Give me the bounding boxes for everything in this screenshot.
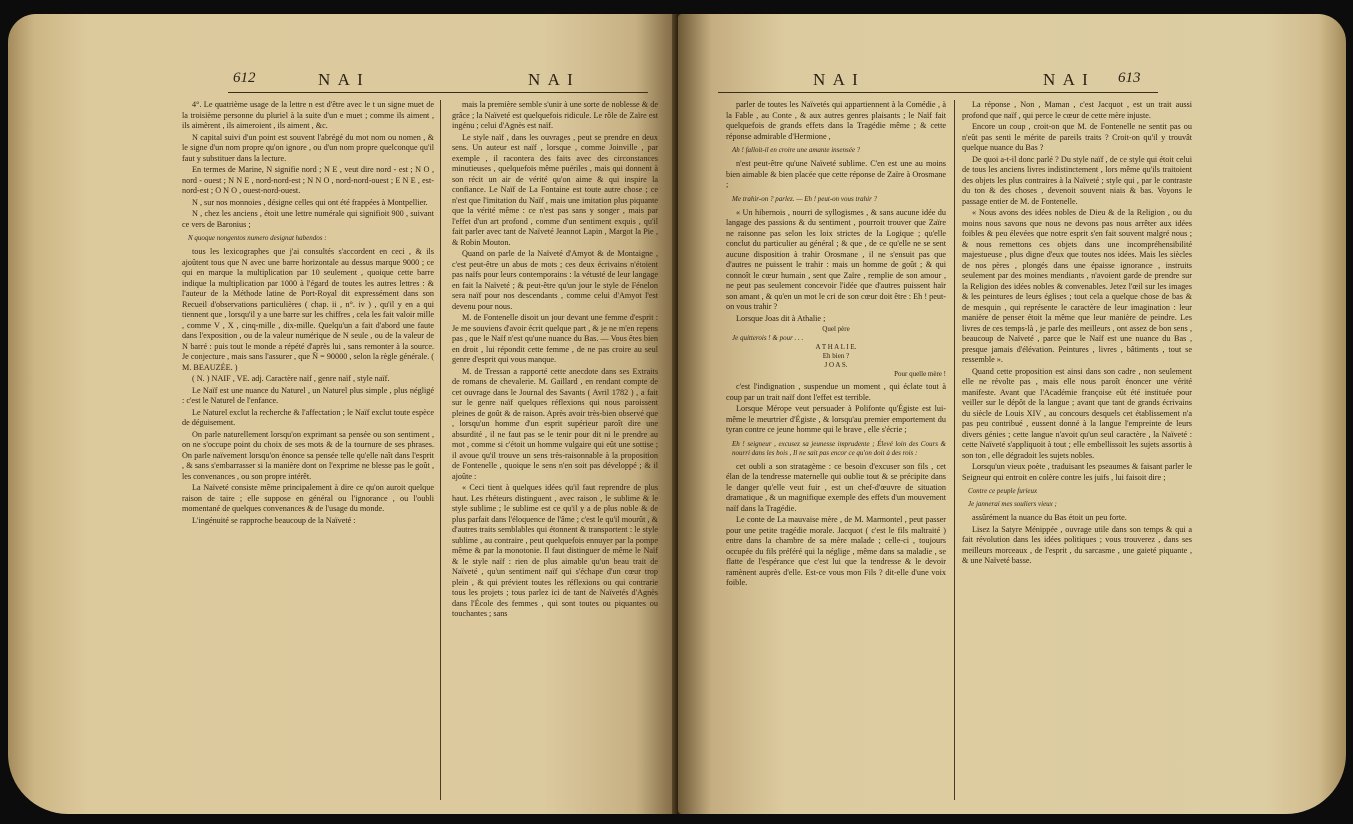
- paragraph: mais la première semble s'unir à une sorte de noblesse & de grâce ; la Naïveté est quelquefois ridicule. Le rôle de Zaïre est ingénu ; celui d'Agnès est naïf.: [452, 100, 658, 130]
- paragraph: La réponse , Non , Maman , c'est Jacquot , est un trait aussi profond que naïf , qui perce le cœur de cette mère injuste.: [962, 100, 1192, 120]
- verse: Eh bien ?: [822, 352, 850, 360]
- left-head-title-2: N A I: [528, 70, 575, 89]
- quotation: N quoque nongentos numero designat habendos :: [188, 234, 327, 242]
- paragraph: Quand cette proposition est ainsi dans son cadre , non seulement elle ne révolte pas , mais elle nous paroît énoncer une vérité manifeste. Avant que l'Académie françoise eût été instituée pour veiller sur le dépôt de la langue ; avant que tant de grands écrivains du siècle de Louis XIV , au concours desquels cet établissement n'a pas peu contribué , eussent donné à la langue l'empreinte de leurs divers génies ; cette langue n'avoit qu'un seul caractère , la Naïveté : cette Naïveté s'appliquoit à tout ; elle embellissoit les sujets assortis à son ton , elle dégradoit les sujets nobles.: [962, 366, 1192, 460]
- right-head-rule: [718, 92, 1158, 93]
- left-page-number: 612: [233, 70, 256, 86]
- paragraph: cet oubli a son stratagème : ce besoin d'excuser son fils , cet élan de la tendresse maternelle qui oublie tout & se précipite dans le danger qu'elle veut fuir , est un chef-d'œuvre de situation dramatique , & un magnifique exemple des effets d'un mouvement naïf dans la Tragédie.: [726, 461, 946, 513]
- paragraph: On parle naturellement lorsqu'on exprimant sa pensée ou son sentiment , on ne s'occupe point du choix de ses mots & de la tournure de ses phrases. On parle naïvement lorsqu'on énonce sa pensée telle qu'elle naît dans l'esprit , & sans s'embarrasser si la manière dont on l'exprime ne blesse pas le goût , les convenances , ou son propre intérêt.: [182, 429, 434, 481]
- right-head-title-2: N A I: [1043, 70, 1090, 89]
- paragraph: N capital suivi d'un point est souvent l'abrégé du mot nom ou nomen , & le signe d'un nom propre qu'on ignore , ou d'un nom propre quelconque qu'il faut y substituer dans la lecture.: [182, 132, 434, 163]
- paragraph: Lorsque Joas dit à Athalie ;: [736, 313, 826, 323]
- right-column-a: [726, 100, 946, 590]
- left-column-a: [182, 100, 434, 527]
- paragraph: La Naïveté consiste même principalement à dire ce qu'on auroit quelque raison de taire ; elle suppose en général ou l'ignorance , ou l'oubli momentané de quelques convenances & de l'usage du monde.: [182, 483, 434, 513]
- paragraph: M. de Fontenelle disoit un jour devant une femme d'esprit : Je me souviens d'avoir écrit quelque part , & je ne m'en repens pas , que le Naïf n'est qu'une nuance du Bas. — Vous êtes bien en droit , lui répondit cette femme , de ne pas croire au seul genre d'esprit qui vous manque.: [452, 313, 658, 364]
- paragraph: c'est l'indignation , suspendue un moment , qui éclate tout à coup par un trait naïf dont l'effet est terrible.: [726, 382, 946, 402]
- paragraph: Le Naturel exclut la recherche & l'affectation ; le Naïf exclut toute espèce de déguisement.: [182, 407, 434, 427]
- verse: Contre ce peuple furieux: [968, 487, 1038, 495]
- right-column-b: [962, 100, 1192, 568]
- verse: Ah ! falloit-il en croire une amante insensée ?: [732, 146, 861, 154]
- right-page-number: 613: [1118, 70, 1141, 86]
- paragraph: Le Naïf est une nuance du Naturel , un Naturel plus simple , plus négligé : c'est le Naturel de l'enfance.: [182, 385, 434, 405]
- paragraph: 4°. Le quatrième usage de la lettre n est d'être avec le t un signe muet de la troisième personne du pluriel à la suite d'un e muet ; comme ils aiment , ils aimèrent , ils aimeroient , ils aiment , &c.: [182, 100, 434, 130]
- paragraph: Le style naïf , dans les ouvrages , peut se prendre en deux sens. Un auteur est naïf , lorsque , comme Joinville , par exemple , il racontera des faits avec des circonstances minutieuses , quelquefois même puériles , mais qui donnent à son récit un air de vérité qu'on aime & qui inspire la confiance. Le Naïf de La Fontaine est toute autre chose ; ce n'est que l'imitation du Naïf , mais une imitation plus piquante que la vérité même : ce n'est pas sans y songer , mais par l'effet d'un art profond , comme d'un sentiment exquis , qu'il fait parler avec tant de Naïveté Jeannot Lapin , Margot la Pie , & Robin Mouton.: [452, 132, 658, 247]
- verse: Pour quelle mère !: [894, 370, 946, 378]
- paragraph: assûrément la nuance du Bas étoit un peu forte.: [972, 513, 1127, 522]
- paragraph: En termes de Marine, N signifie nord ; N E , veut dire nord - est ; N O , nord - ouest ; N N E , nord-nord-est ; N N O , nord-nord-ouest ; E N E , est-nord-est ; O N O , ouest-nord-ouest.: [182, 165, 434, 195]
- verse: Me trahir-on ? parlez. — Eh ! peut-on vous trahir ?: [732, 194, 878, 203]
- paragraph: Quand on parle de la Naïveté d'Amyot & de Montaigne , c'est peut-être un abus de mots ; ces deux écrivains n'étoient pas naïfs pour leurs contemporains : la vétusté de leur langage en fait la Naïveté ; & peut-être qu'un jour le style de Fénelon sera naïf pour nos descendants , comme celui d'Amyot l'est devenu pour nous.: [452, 249, 658, 311]
- left-column-rule: [440, 100, 441, 800]
- paragraph: tous les lexicographes que j'ai consultés s'accordent en ceci , & ils ajoûtent tous que N avec une barre horizontale au dessus marque 9000 ; ce qui en marque la multiplication par 10 seulement , quoique cette barre indique la multiplication par 1000 à l'égard de toutes les autres lettres : & l'auteur de la Méthode latine de Port-Royal dit expressément dans son Recueil d'observations particulières ( chap. ii , n°. iv ) , qu'il y en a qui tiennent que , lorsqu'il y a une barre sur les chiffres , cela les fait valoir mille , comme V , X , cinq-mille , dix-mille. Quelqu'un a fait d'abord une faute dans l'exposition , ou de la valeur numérique de N seule , ou de la valeur de N barré : puis tout le monde a répété d'après lui , sans remonter à la source. Je conjecture , mais sans l'assurer , que N̄ = 90000 , selon la règle générale. ( M. BEAUZÉE. ): [182, 247, 434, 372]
- paragraph: Lorsque Mérope veut persuader à Polifonte qu'Égiste est lui-même le meurtrier d'Égiste , & lorsqu'au premier emportement du tyran contre ce jeune homme qui le brave , elle s'écrie ;: [726, 404, 946, 434]
- right-head-title: N A I: [813, 70, 860, 89]
- verse: Eh ! seigneur , excusez sa jeunesse imprudente ; Élevé loin des Cours & nourri dans les bois , Il ne sait pas encor ce qu'on doit à des rois :: [732, 439, 946, 457]
- paragraph: Le conte de La mauvaise mère , de M. Marmontel , peut passer pour une petite tragédie morale. Jacquot ( c'est le fils maltraité ) entre dans la chambre de sa mère malade ; celle-ci , toujours occupée du fils préféré qui la néglige , même dans sa maladie , se flatte de l'espérance que c'est lui que la tendresse & le devoir ramènent auprès d'elle. Est-ce vous mon Fils ? dit-elle d'une voix foible.: [726, 515, 946, 587]
- left-head-title: N A I: [318, 70, 365, 89]
- paragraph: N , chez les anciens , étoit une lettre numérale qui signifioit 900 , suivant ce vers de Baronius ;: [182, 209, 434, 229]
- paragraph: n'est peut-être qu'une Naïveté sublime. C'en est une au moins bien aimable & bien placée que cette réponse de Zaïre à Orosmane ;: [726, 159, 946, 189]
- paragraph: Encore un coup , croit-on que M. de Fontenelle ne sentit pas ou n'eût pas senti le mérite de pareils traits ? Croit-on qu'il y trouvât quelque nuance du Bas ?: [962, 122, 1192, 152]
- verse: Je quitterois ! & pour . . .: [732, 334, 804, 342]
- paragraph: « Ceci tient à quelques idées qu'il faut reprendre de plus haut. Les rhéteurs distinguent , avec raison , le sublime & le style sublime ; le sublime est ce qu'il y a de plus noble & de plus parfait dans l'éloquence de l'âme ; c'est le qu'il mourût , & d'autres traits semblables qui étonnent & transportent : le style sublime , au contraire , peut quelquefois ennuyer par la pompe même & par la monotonie. Il faut distinguer de même le Naïf & le style naïf : rien de plus aimable qu'un beau trait de Naïveté , qu'un sentiment naïf qui s'échape d'un cœur trop plein , & qui prévient toutes les réflexions ou qui contrarie tous les projets ; tous parlez ici de tant de Naïvetés d'Agnès dans l'École des femmes , qui sont toutes ou piquantes ou touchantes ; sans: [452, 483, 658, 618]
- verse: Quel père: [822, 325, 850, 333]
- paragraph: M. de Tressan a rapporté cette anecdote dans ses Extraits de romans de chevalerie. M. Gaillard , en rendant compte de cet ouvrage dans le Journal des Savants ( Avril 1782 ) , a fait sur le genre naïf quelques réflexions qui nous paroissent pleines de goût & de raison. Après avoir très-bien observé que , lorsqu'un homme d'un esprit supérieur paroît dire une absurdité , il ne faut pas se le tenir pour dit ni le prendre au mot , comme si c'étoit un homme vulgaire qui eût une sottise ; il avoue qu'il trouve un sens très-raisonnable à la proposition de Fontenelle , quoique le sens n'en soit pas développé ; & il ajoûte :: [452, 366, 658, 481]
- left-page: [8, 14, 676, 814]
- speaker: J O A S.: [824, 361, 848, 369]
- paragraph: N , sur nos monnoies , désigne celles qui ont été frappées à Montpellier.: [192, 197, 428, 207]
- speaker: A T H A L I E.: [815, 343, 857, 351]
- right-column-rule: [954, 100, 955, 800]
- paragraph: L'ingénuité se rapproche beaucoup de la Naïveté :: [192, 515, 356, 525]
- paragraph: parler de toutes les Naïvetés qui appartiennent à la Comédie , à la Fable , au Conte , & aux autres genres plaisants ; le Naïf fait quelquefois de grands effets dans la Tragédie même ; & cette réponse admirable d'Hermione ,: [726, 100, 946, 141]
- paragraph: « Nous avons des idées nobles de Dieu & de la Religion , ou du moins nous savons que nous ne devons pas nous arrêter aux idées foibles & peu élevées que notre esprit s'en fait souvent malgré nous ; & nous remettons ces objets dans une incompréhensibilité majestueuse , plus digne d'eux que toutes nos idées. Mais les siècles de nos pères , plongés dans une épaisse ignorance , instruits seulement par des moines mendiants , n'avoient garde de prendre sur la Religion des idées nobles & convenables. Jetez l'œil sur les images & les peintures de leurs églises ; tout cela a quelque chose de bas & de mesquin , qui représente le caractère de leur imagination : leur manière de penser étoit la même que leur manière de peindre. Les livres de ces temps-là , je parle des meilleurs , ont assez de bon sens , beaucoup de Naïveté , parce que le Naïf est une nuance du Bas , presque jamais d'élévation. Peintures , livres , bâtiments , tout se ressemble ».: [962, 208, 1192, 364]
- book-spread: [8, 14, 1346, 814]
- paragraph: Lisez la Satyre Ménippée , ouvrage utile dans son temps & qui a fait révolution dans les idées politiques ; vous trouverez , dans ses meilleurs morceaux , de l'esprit , du sarcasme , une gaieté piquante , & une Naïveté basse.: [962, 524, 1192, 565]
- paragraph: « Un hibernois , nourri de syllogismes , & sans aucune idée du langage des passions & du sentiment , pourroit trouver que Zaïre ne raisonne pas selon les loix strictes de la Logique ; qu'elle conclut du particulier au général ; & que , de ce qu'elle ne se sent aucune disposition à trahir Orosmane , il ne s'ensuit pas que d'autres ne puissent le trahir : mais un homme de goût ; & qui connoît le cœur humain , sent que Zaïre , remplie de son amour , ne peut pas seulement concevoir l'idée que d'autres puissent haïr son amant , & qu'en un mot le cri de son cœur doit être : Eh ! peut-on vous trahir ?: [726, 207, 946, 311]
- paragraph: De quoi a-t-il donc parlé ? Du style naïf , de ce style qui étoit celui de tous les anciens livres indistinctement , lors même qu'ils traitoient des objets les plus contraires à la Naïveté ; style qui , par le contraste du ton & des choses , devenoit souvent niais & bas. Voyons le passage entier de M. de Fontenelle.: [962, 154, 1192, 206]
- verse: Je jannerai mes souliers vieux ;: [968, 500, 1057, 508]
- paragraph: Lorsqu'un vieux poète , traduisant les pseaumes & faisant parler le Seigneur qui entroit en colère contre les juifs , lui faisoit dire ;: [962, 462, 1192, 482]
- left-column-b: [452, 100, 658, 621]
- right-page: [678, 14, 1346, 814]
- entry-heading: ( N. ) NAIF , VE. adj. Caractère naïf , genre naïf , style naïf.: [192, 374, 390, 383]
- left-head-rule: [228, 92, 648, 93]
